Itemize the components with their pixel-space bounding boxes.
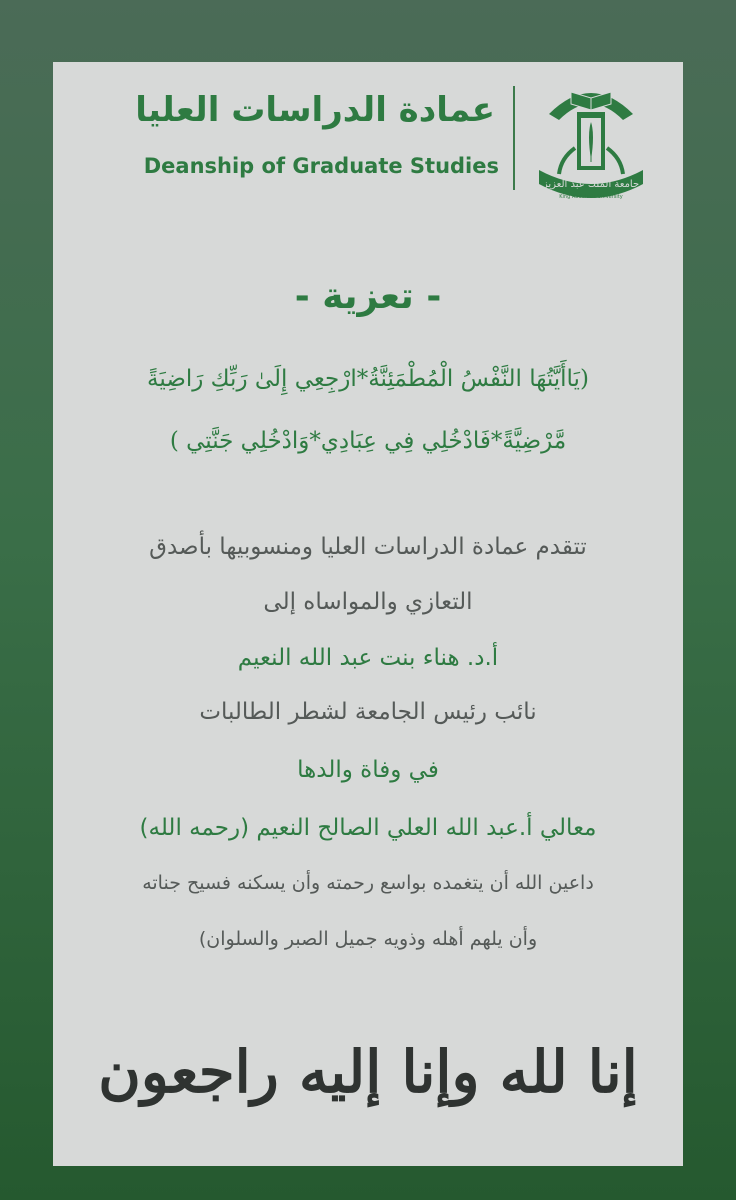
logo-english-text: King Abdulaziz University [559,194,623,200]
prayer-line-1: داعين الله أن يتغمده بواسع رحمته وأن يسكنه فسيح جناته [142,872,594,894]
calligraphy-block [53,1010,683,1150]
condolence-heading: - تعزية - [294,276,442,317]
prayer-line-2: وأن يلهم أهله وذويه جميل الصبر والسلوان) [198,928,538,950]
message-line-2: التعازي والمواساه إلى [263,589,473,615]
message-line-1: تتقدم عمادة الدراسات العليا ومنسوبيها بأصدق [149,534,587,560]
logo-banner-text: جامعة الملك عبد العزيز [542,179,640,190]
quran-verse-line-2: مَّرْضِيَّةً*فَادْخُلِي فِي عِبَادِي*وَادْخُلِي جَنَّتِي ) [169,428,567,454]
calligraphy-text: إنا لله وإنا إليه راجعون [98,1038,638,1106]
deanship-title-arabic: عمادة الدراسات العليا [135,90,495,130]
header-divider [513,86,515,190]
university-seal-icon [531,74,651,200]
occasion-text: في وفاة والدها [297,757,439,783]
quran-verse-line-1: (يَاأَيَّتُهَا النَّفْسُ الْمُطْمَئِنَّةُ*ارْجِعِي إِلَىٰ رَبِّكِ رَاضِيَةً [147,366,589,392]
condolence-card [53,62,683,1166]
deanship-title-english: Deanship of Graduate Studies [143,154,499,178]
recipient-title: نائب رئيس الجامعة لشطر الطالبات [199,699,537,725]
recipient-name: أ.د. هناء بنت عبد الله النعيم [237,645,499,671]
deceased-name: معالي أ.عبد الله العلي الصالح النعيم (رحمه الله) [139,815,597,841]
header [53,62,683,212]
